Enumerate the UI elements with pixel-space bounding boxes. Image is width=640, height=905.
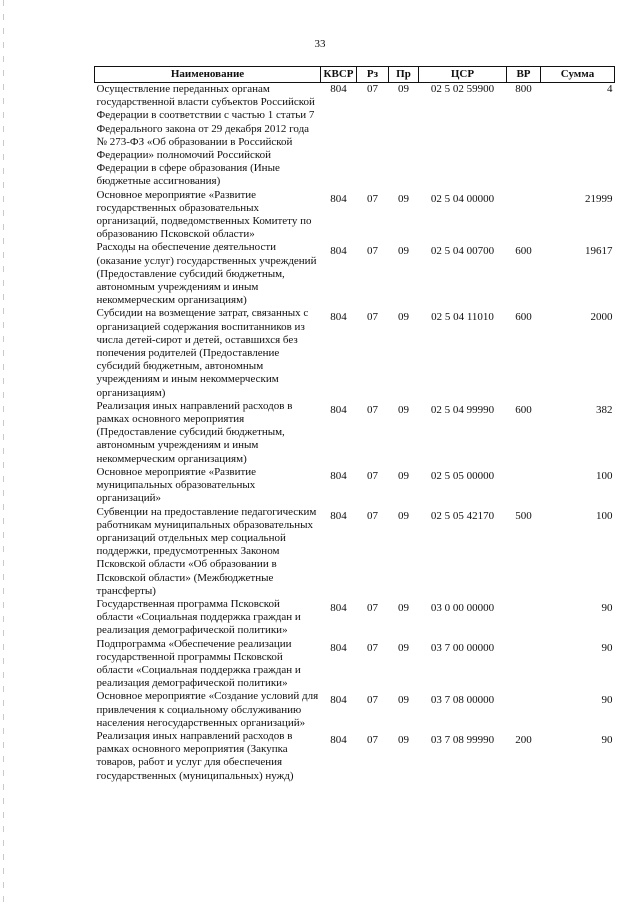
row-kvsr: 804 [330, 83, 347, 95]
row-csr: 03 0 00 00000 [430, 601, 495, 614]
table-row [95, 638, 615, 691]
row-sum: 4 [607, 83, 613, 95]
row-pr: 09 [398, 245, 409, 258]
row-name: Государственная программа Псковской области «Социальная поддержка граждан и реализация демографической политики» [96, 597, 301, 637]
row-kvsr: 804 [330, 601, 347, 614]
scan-edge-line [3, 0, 4, 905]
row-sum: 100 [596, 509, 613, 522]
row-csr: 03 7 00 00000 [430, 641, 495, 654]
budget-table [94, 66, 615, 783]
row-pr: 09 [398, 509, 409, 522]
row-pr: 09 [398, 311, 409, 324]
row-pr: 09 [398, 403, 409, 416]
row-name: Расходы на обеспечение деятельности (оказание услуг) государственных учреждений (Предоставление субсидий бюджетным, автономным учреждениям и иным некоммерческим организациям) [96, 241, 317, 307]
row-name: Реализация иных направлений расходов в рамках основного мероприятия (Закупка товаров, работ и услуг для обеспечения государственных (муниципальных) нужд) [96, 729, 294, 782]
row-pr: 09 [398, 192, 409, 205]
row-vr [507, 690, 541, 730]
table-row [95, 189, 615, 242]
row-vr: 500 [515, 509, 532, 522]
row-rz: 07 [367, 311, 378, 324]
row-rz: 07 [367, 694, 378, 707]
row-vr: 600 [515, 403, 532, 416]
row-csr: 02 5 05 42170 [430, 509, 495, 522]
row-name: Подпрограмма «Обеспечение реализации государственной программы Псковской области «Социальная поддержка граждан и реализация демографической политики» [96, 637, 301, 690]
row-kvsr: 804 [330, 192, 347, 205]
row-pr: 09 [398, 694, 409, 707]
row-csr: 03 7 08 00000 [430, 694, 495, 707]
row-kvsr: 804 [330, 694, 347, 707]
page-number: 33 [314, 38, 326, 50]
row-csr: 03 7 08 99990 [430, 733, 495, 746]
row-rz: 07 [367, 192, 378, 205]
row-csr: 02 5 05 00000 [430, 469, 495, 482]
row-rz: 07 [367, 469, 378, 482]
row-sum: 100 [596, 469, 613, 482]
row-kvsr: 804 [330, 469, 347, 482]
header-name: Наименование [95, 67, 321, 83]
header-vr: ВР [507, 67, 541, 83]
row-kvsr: 804 [330, 641, 347, 654]
row-kvsr: 804 [330, 245, 347, 258]
row-kvsr: 804 [330, 509, 347, 522]
row-rz: 07 [367, 403, 378, 416]
row-sum: 21999 [585, 192, 613, 205]
table-body [95, 83, 615, 783]
row-pr: 09 [398, 601, 409, 614]
row-pr: 09 [398, 469, 409, 482]
table-row [95, 307, 615, 399]
row-csr: 02 5 04 00700 [430, 245, 495, 258]
header-kvsr: КВСР [321, 67, 357, 83]
row-sum: 90 [601, 733, 613, 746]
row-name: Субсидии на возмещение затрат, связанных с организацией содержания воспитанников из числа детей-сирот и детей, оставшихся без попечения родителей (Предоставление субсидий бюджетным, автономным учреждениям и иным некоммерческим организациям) [96, 307, 309, 399]
header-rz: Рз [357, 67, 389, 83]
header-sum: Сумма [541, 67, 615, 83]
row-vr: 600 [515, 311, 532, 324]
table-row [95, 690, 615, 730]
row-vr [507, 466, 541, 506]
row-name: Основное мероприятие «Развитие муниципальных образовательных организаций» [96, 465, 257, 505]
table-row [95, 506, 615, 598]
header-pr: Пр [389, 67, 419, 83]
table-header [95, 67, 615, 83]
row-vr: 600 [515, 245, 532, 258]
table-row [95, 83, 615, 189]
row-rz: 07 [367, 601, 378, 614]
row-rz: 07 [367, 641, 378, 654]
row-name: Реализация иных направлений расходов в рамках основного мероприятия (Предоставление субсидий бюджетным, автономным учреждениям и иным некоммерческим организациям) [96, 399, 293, 465]
row-name: Субвенции на предоставление педагогическим работникам муниципальных образовательных организаций отдельных мер социальной поддержки, предусмотренных Законом Псковской области «Об образовании в Псковской области» (Межбюджетные трансферты) [96, 505, 317, 597]
row-sum: 19617 [585, 245, 613, 258]
header-csr: ЦСР [419, 67, 507, 83]
row-sum: 2000 [590, 311, 613, 324]
row-name: Основное мероприятие «Создание условий для привлечения к социальному обслуживанию населения негосударственных организаций» [96, 690, 319, 729]
row-kvsr: 804 [330, 403, 347, 416]
table-row [95, 466, 615, 506]
row-kvsr: 804 [330, 311, 347, 324]
row-vr: 800 [515, 83, 532, 95]
row-kvsr: 804 [330, 733, 347, 746]
row-csr: 02 5 02 59900 [430, 83, 495, 95]
row-sum: 90 [601, 601, 613, 614]
row-rz: 07 [367, 509, 378, 522]
table-row [95, 598, 615, 638]
row-rz: 07 [367, 733, 378, 746]
row-name: Осуществление переданных органам государственной власти субъектов Российской Федерации в соответствии с частью 1 статьи 7 Федерального закона от 29 декабря 2012 года № 273-ФЗ «Об образовании в Российской Федерации» полномочий Российской Федерации в сфере образования (Иные бюджетные ассигнования) [96, 83, 315, 188]
row-sum: 90 [601, 641, 613, 654]
row-sum: 90 [601, 694, 613, 707]
row-vr [507, 189, 541, 242]
row-vr [507, 638, 541, 691]
row-pr: 09 [398, 641, 409, 654]
row-sum: 382 [596, 403, 613, 416]
row-vr [507, 598, 541, 638]
row-csr: 02 5 04 00000 [430, 192, 495, 205]
row-vr: 200 [515, 733, 532, 746]
table-row [95, 730, 615, 783]
row-rz: 07 [367, 83, 378, 95]
row-name: Основное мероприятие «Развитие государственных образовательных организаций, подведомственных Комитету по образованию Псковской области» [96, 188, 312, 241]
table-row [95, 241, 615, 307]
row-csr: 02 5 04 99990 [430, 403, 495, 416]
row-pr: 09 [398, 83, 409, 95]
row-rz: 07 [367, 245, 378, 258]
row-pr: 09 [398, 733, 409, 746]
table-row [95, 400, 615, 466]
row-csr: 02 5 04 11010 [431, 311, 494, 324]
